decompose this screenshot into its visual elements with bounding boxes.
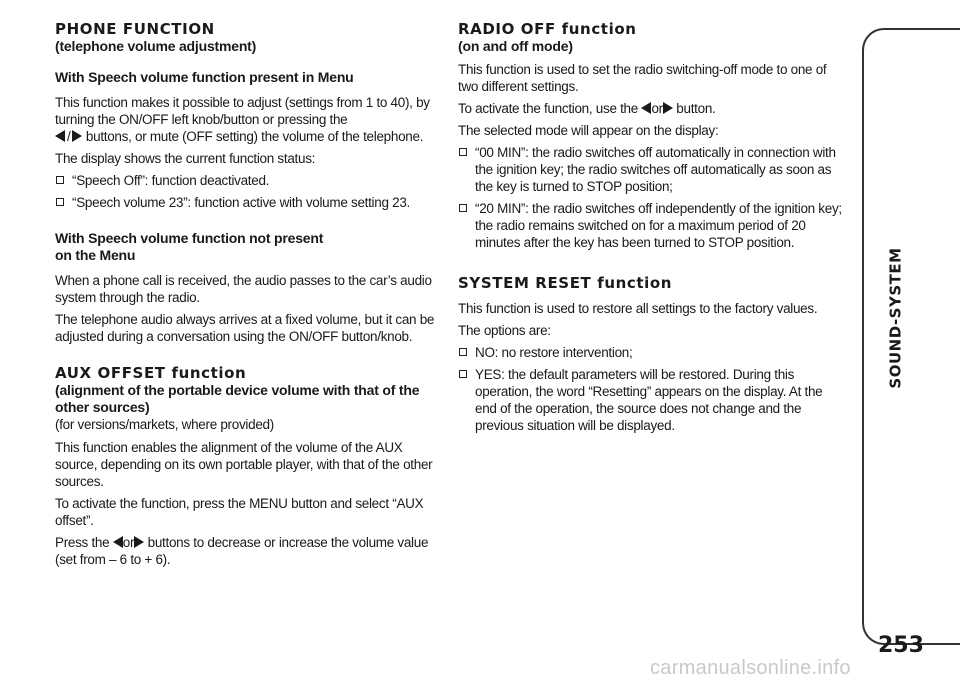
checkbox-bullet-icon — [56, 176, 64, 184]
aux-paragraph-1: This function enables the alignment of the volume of the AUX source, depending on its own portable player, with that of the other sources. — [55, 440, 433, 489]
bullet-text: NO: no restore intervention; — [475, 345, 633, 360]
radio-paragraph-3: The selected mode will appear on the display: — [458, 123, 719, 138]
list-item — [458, 344, 843, 361]
reset-paragraph-2: The options are: — [458, 323, 551, 338]
right-arrow-icon — [663, 102, 673, 114]
aux-p3-text-b: buttons to decrease or increase the volume value (set from – 6 to + 6). — [55, 535, 429, 567]
bullet-text: “20 MIN”: the radio switches off independently of the ignition key; the radio remains switched on for a maximum period of 20 minutes after the key has been turned to STOP position. — [475, 201, 842, 250]
phone-function-heading: PHONE FUNCTION — [55, 20, 215, 38]
radio-paragraph-2 — [458, 100, 843, 117]
watermark: carmanualsonline.info — [650, 657, 851, 679]
section-name: SOUND-SYSTEM — [887, 247, 905, 389]
checkbox-bullet-icon — [459, 348, 467, 356]
checkbox-bullet-icon — [56, 198, 64, 206]
radio-p2-text-b: button. — [676, 101, 716, 116]
speech-absent-heading-1: With Speech volume function not present — [55, 230, 324, 246]
right-arrow-icon — [134, 536, 144, 548]
speech-absent-heading-2: on the Menu — [55, 247, 136, 263]
or-text: or — [651, 101, 663, 116]
radio-p2-text-a: To activate the function, use the — [458, 101, 638, 116]
checkbox-bullet-icon — [459, 148, 467, 156]
bullet-text: YES: the default parameters will be restored. During this operation, the word “Resetting” appears on the display. At the end of the operation, the source does not change and the previous situation will be displayed. — [475, 367, 823, 433]
right-arrow-icon — [72, 130, 82, 142]
speech-present-heading: With Speech volume function present in Menu — [55, 69, 354, 85]
system-reset-heading: SYSTEM RESET function — [458, 274, 673, 292]
left-arrow-icon — [113, 536, 123, 548]
reset-paragraph-1: This function is used to restore all settings to the factory values. — [458, 301, 818, 316]
absent-paragraph-1: When a phone call is received, the audio passes to the car’s audio system through the radio. — [55, 273, 432, 305]
aux-paragraph-3 — [55, 534, 440, 568]
speech-present-text-b: buttons, or mute (OFF setting) the volume of the telephone. — [85, 129, 424, 144]
list-item — [458, 200, 843, 251]
right-column — [458, 20, 843, 439]
left-arrow-icon — [641, 102, 651, 114]
absent-paragraph-2: The telephone audio always arrives at a fixed volume, but it can be adjusted during a conversation using the ON/OFF button/knob. — [55, 312, 435, 344]
aux-note: (for versions/markets, where provided) — [55, 417, 274, 432]
aux-offset-subheading: (alignment of the portable device volume with that of the other sources) — [55, 382, 420, 415]
page-number: 253 — [878, 633, 924, 658]
bullet-text: “00 MIN”: the radio switches off automatically in connection with the ignition key; the radio switches off automatically as soon as the key is turned to STOP position; — [475, 145, 836, 194]
checkbox-bullet-icon — [459, 370, 467, 378]
left-column — [55, 20, 440, 573]
speech-present-text-a: This function makes it possible to adjust (settings from 1 to 40), by turning the ON/OFF left knob/button or pressing the — [55, 95, 430, 127]
left-arrow-icon — [55, 130, 65, 142]
checkbox-bullet-icon — [459, 204, 467, 212]
aux-paragraph-2: To activate the function, press the MENU button and select “AUX offset”. — [55, 496, 424, 528]
list-item — [55, 172, 440, 189]
bullet-text: “Speech volume 23”: function active with volume setting 23. — [72, 195, 410, 210]
bullet-text: “Speech Off”: function deactivated. — [72, 173, 270, 188]
speech-present-paragraph: This function makes it possible to adjust (settings from 1 to 40), by turning the ON/OFF left knob/button or pressing the / buttons, or mute (OFF setting) the volume of the telephone. — [55, 95, 430, 144]
aux-p3-text-a: Press the — [55, 535, 110, 550]
phone-function-subheading: (telephone volume adjustment) — [55, 38, 257, 54]
aux-offset-heading: AUX OFFSET function — [55, 364, 247, 382]
list-item — [458, 366, 843, 434]
radio-off-subheading: (on and off mode) — [458, 38, 573, 54]
list-item — [458, 144, 843, 195]
display-status-text: The display shows the current function status: — [55, 151, 316, 166]
section-tab-label — [876, 247, 916, 389]
or-text: or — [122, 535, 135, 550]
list-item — [55, 194, 440, 211]
radio-off-heading: RADIO OFF function — [458, 20, 637, 38]
radio-paragraph-1: This function is used to set the radio switching-off mode to one of two different settings. — [458, 62, 827, 94]
